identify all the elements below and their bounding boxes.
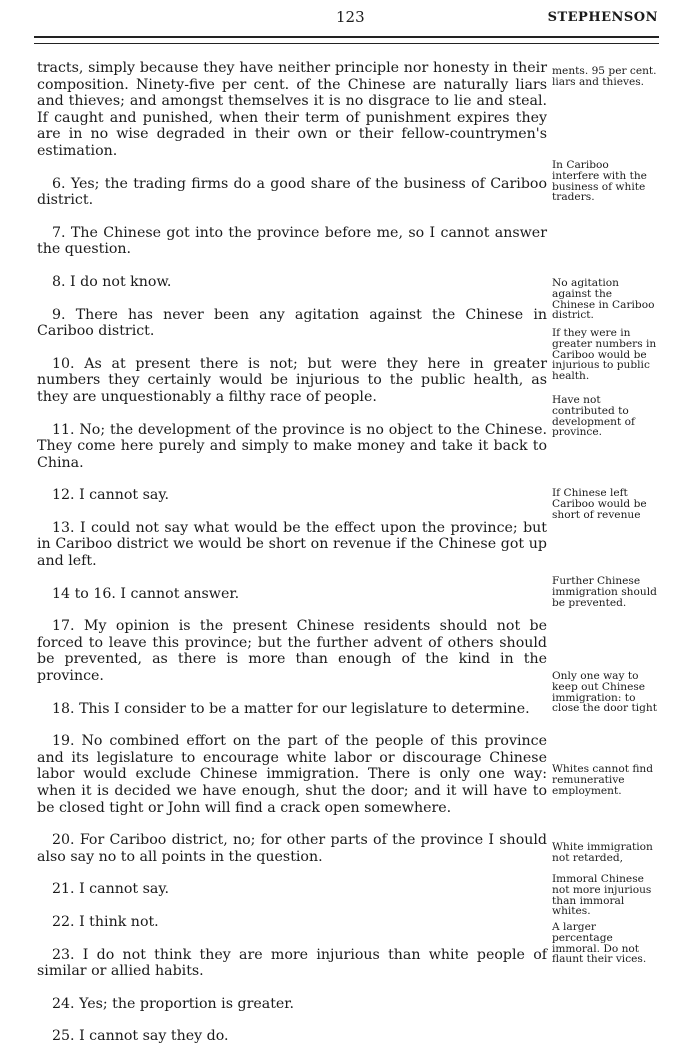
margin-note: In Cariboo interfere with the business of white traders.: [552, 159, 647, 204]
margin-note: A larger percentage immoral. Do not flaunt their vices.: [552, 921, 647, 966]
margin-note: ments. 95 per cent. liars and thieves.: [552, 65, 657, 88]
paragraph: 20. For Cariboo district, no; for other parts of the province I should also say no to all points in the question.: [37, 832, 547, 865]
paragraph: 22. I think not.: [52, 913, 159, 930]
margin-note: Further Chinese immigration should be prevented.: [552, 575, 657, 609]
paragraph: 19. No combined effort on the part of the people of this province and its legislature to encourage white labor or discourage Chinese labor would exclude Chinese immigration. There is only one way: when it is decided we have enough, shut the door; and it will have to be closed tight or John will find a crack open somewhere.: [37, 733, 547, 816]
paragraph: tracts, simply because they have neither principle nor honesty in their composition. Ninety-five per cent. of the Chinese are naturally liars and thieves; and amongst themselves it is no disgrace to lie and steal. If caught and punished, when their term of punishment expires they are in no wise degraded in their own or their fellow-countrymen's estimation.: [37, 60, 547, 159]
paragraph: 10. As at present there is not; but were they here in greater numbers they certainly would be injurious to the public health, as they are unquestionably a filthy race of people.: [37, 355, 547, 405]
paragraph: 9. There has never been any agitation against the Chinese in Cariboo district.: [37, 306, 547, 340]
paragraph: 25. I cannot say they do.: [52, 1028, 229, 1045]
paragraph: 14 to 16. I cannot answer.: [52, 585, 240, 602]
margin-note: If they were in greater numbers in Cariboo would be injurious to public health.: [552, 327, 657, 383]
header-rule-thick: [34, 36, 659, 38]
margin-note: If Chinese left Cariboo would be short of revenue: [552, 487, 647, 521]
running-head: STEPHENSON: [547, 10, 658, 25]
paragraph: 21. I cannot say.: [52, 881, 169, 898]
margin-note: Only one way to keep out Chinese immigration: to close the door tight: [552, 670, 657, 715]
paragraph: 24. Yes; the proportion is greater.: [52, 995, 295, 1012]
page-number: 123: [336, 8, 365, 26]
paragraph: 7. The Chinese got into the province before me, so I cannot answer the question.: [37, 224, 547, 258]
paragraph: 11. No; the development of the province is no object to the Chinese. They come here purely and simply to make money and take it back to China.: [37, 421, 547, 471]
margin-note: White immigration not retarded,: [552, 841, 653, 864]
paragraph: 17. My opinion is the present Chinese residents should not be forced to leave this province; but the further advent of others should be prevented, as there is more than enough of the kind in the province.: [37, 618, 547, 685]
paragraph: 23. I do not think they are more injurious than white people of similar or allied habits.: [37, 946, 547, 980]
paragraph: 8. I do not know.: [52, 273, 172, 290]
paragraph: 6. Yes; the trading firms do a good share of the business of Cariboo district.: [37, 175, 547, 209]
margin-note: Immoral Chinese not more injurious than immoral whites.: [552, 873, 652, 918]
margin-note: Have not contributed to development of province.: [552, 394, 635, 439]
document-body: [37, 60, 547, 1061]
header-rule-thin: [34, 43, 659, 44]
paragraph: 18. This I consider to be a matter for our legislature to determine.: [52, 700, 530, 717]
margin-note: Whites cannot find remunerative employment.: [552, 763, 653, 797]
paragraph: 13. I could not say what would be the effect upon the province; but in Cariboo district we would be short on revenue if the Chinese got up and left.: [37, 519, 547, 570]
margin-note: No agitation against the Chinese in Cariboo district.: [552, 277, 655, 322]
paragraph: 12. I cannot say.: [52, 487, 169, 504]
